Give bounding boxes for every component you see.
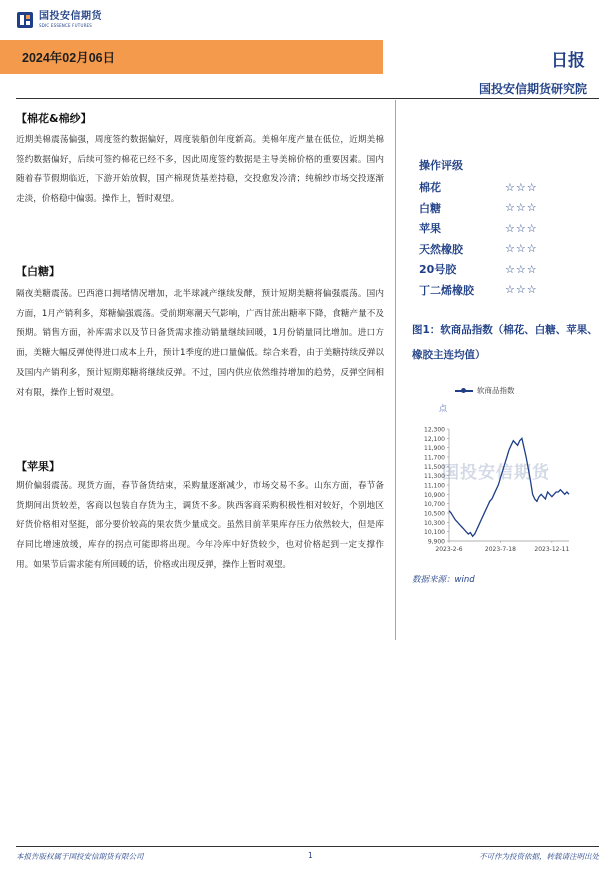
rating-name: 棉花 bbox=[419, 181, 441, 195]
y-tick-label: 11,900 bbox=[424, 445, 445, 453]
soft-commodity-index-chart bbox=[405, 383, 605, 563]
legend-label: 软商品指数 bbox=[477, 386, 515, 395]
section-heading-apple: 【苹果】 bbox=[16, 460, 60, 473]
page-number: 1 bbox=[308, 851, 313, 860]
rating-title: 操作评级 bbox=[419, 159, 463, 172]
y-tick-label: 10,100 bbox=[424, 529, 445, 537]
footer-disclaimer: 不可作为投资依据，转载请注明出处 bbox=[479, 852, 599, 861]
y-tick-label: 10,900 bbox=[424, 491, 445, 499]
report-type: 日报 bbox=[551, 51, 585, 71]
y-tick-label: 11,100 bbox=[424, 482, 445, 490]
figure-title: 图1：软商品指数（棉花、白糖、苹果、橡胶主连均值） bbox=[412, 324, 598, 361]
rating-name: 丁二烯橡胶 bbox=[419, 283, 474, 297]
footer-copyright: 本报告版权属于国投安信期货有限公司 bbox=[16, 852, 144, 861]
logo-name-en: SDIC ESSENCE FUTURES bbox=[39, 23, 93, 28]
rating-row bbox=[419, 177, 589, 198]
rating-stars: ☆☆☆ bbox=[505, 180, 538, 194]
y-tick-label: 9,900 bbox=[427, 538, 445, 546]
section-heading-cotton: 【棉花&棉纱】 bbox=[16, 112, 92, 125]
rating-stars: ☆☆☆ bbox=[505, 283, 538, 297]
section-text-cotton: 近期美棉震荡偏强，周度签约数据偏好，周度装船创年度新高。美棉年度产量在低位，近期美棉签约数据偏好，后续可签约棉花已经不多，因此周度签约数据是主导美棉价格的重要因素。国内随着春节假期临近，下游开始放假，国产棉现货基差持稳，交投愈发冷清；纯棉纱市场交投逐渐走淡，价格稳中偏弱。操作上，暂时观望。 bbox=[16, 135, 384, 205]
rating-panel bbox=[419, 157, 589, 300]
data-source: 数据来源：wind bbox=[412, 575, 475, 585]
rating-row bbox=[419, 218, 589, 239]
rating-stars: ☆☆☆ bbox=[505, 221, 538, 235]
logo-name-cn: 国投安信期货 bbox=[39, 11, 102, 22]
x-tick-label: 2023-7-18 bbox=[484, 546, 516, 553]
research-institute: 国投安信期货研究院 bbox=[478, 82, 587, 96]
rating-row bbox=[419, 239, 589, 260]
y-tick-label: 10,500 bbox=[424, 510, 445, 518]
y-tick-label: 11,500 bbox=[424, 463, 445, 471]
column-divider bbox=[395, 100, 396, 640]
company-logo bbox=[16, 10, 102, 30]
rating-row bbox=[419, 259, 589, 280]
rating-name: 白糖 bbox=[419, 201, 441, 215]
y-axis-unit: 点 bbox=[439, 404, 447, 413]
rating-row bbox=[419, 198, 589, 219]
footer-divider bbox=[16, 846, 599, 847]
rating-name: 苹果 bbox=[419, 222, 441, 236]
rating-stars: ☆☆☆ bbox=[505, 242, 538, 256]
header-divider bbox=[16, 98, 599, 99]
rating-stars: ☆☆☆ bbox=[505, 201, 538, 215]
section-text-apple: 期价偏弱震荡。现货方面，春节备货结束，采购量逐渐减少，市场交易不多。山东方面，春节备货期间出货较差，客商以包装自存货为主，调货不多。陕西客商采购积极性相对较好，个别地区好货价格相对坚挺，部分要价较高的果农货少量成交。虽然目前苹果库存压力依然较大，但是库存同比增速放缓，库存的拐点可能即将出现。今年冷库中好货较少，也对价格起到一定支撑作用。如果节后需求能有所回暖的话，价格或出现反弹，操作上暂时观望。 bbox=[16, 481, 384, 570]
chart-watermark: 国投安信期货 bbox=[442, 463, 550, 483]
y-tick-label: 10,300 bbox=[424, 519, 445, 527]
rating-row bbox=[419, 280, 589, 301]
chart-canvas bbox=[405, 383, 605, 563]
x-tick-label: 2023-12-11 bbox=[534, 546, 570, 553]
y-tick-label: 10,700 bbox=[424, 501, 445, 509]
series-line-soft-commodity-index bbox=[449, 438, 569, 536]
y-tick-label: 12,300 bbox=[424, 426, 445, 434]
y-tick-label: 12,100 bbox=[424, 435, 445, 443]
report-date: 2024年02月06日 bbox=[22, 51, 116, 65]
rating-name: 20号胶 bbox=[419, 263, 457, 277]
section-text-sugar: 隔夜美糖震荡。巴西港口拥堵情况增加，北半球减产继续发酵，预计短期美糖将偏强震荡。国内方面，1月产销利多，郑糖偏强震荡。受前期寒潮天气影响，广西甘蔗出糖率下降，食糖产量不及预期。销售方面，补库需求以及节日备货需求推动销量继续回暖，1月份销量同比增加。进口方面，美糖大幅反弹使得进口成本上升，预计1季度的进口量偏低。综合来看，由于美糖持续反弹以及国内产销利多，预计短期郑糖将继续反弹。不过，国内供应依然维持增加的趋势，反弹空间相对有限，操作上暂时观望。 bbox=[16, 289, 384, 398]
y-tick-label: 11,300 bbox=[424, 473, 445, 481]
y-tick-label: 11,700 bbox=[424, 454, 445, 462]
x-tick-label: 2023-2-6 bbox=[435, 546, 463, 553]
rating-name: 天然橡胶 bbox=[419, 242, 463, 256]
section-heading-sugar: 【白糖】 bbox=[16, 265, 60, 278]
rating-stars: ☆☆☆ bbox=[505, 262, 538, 276]
logo-mark-icon bbox=[16, 11, 34, 29]
